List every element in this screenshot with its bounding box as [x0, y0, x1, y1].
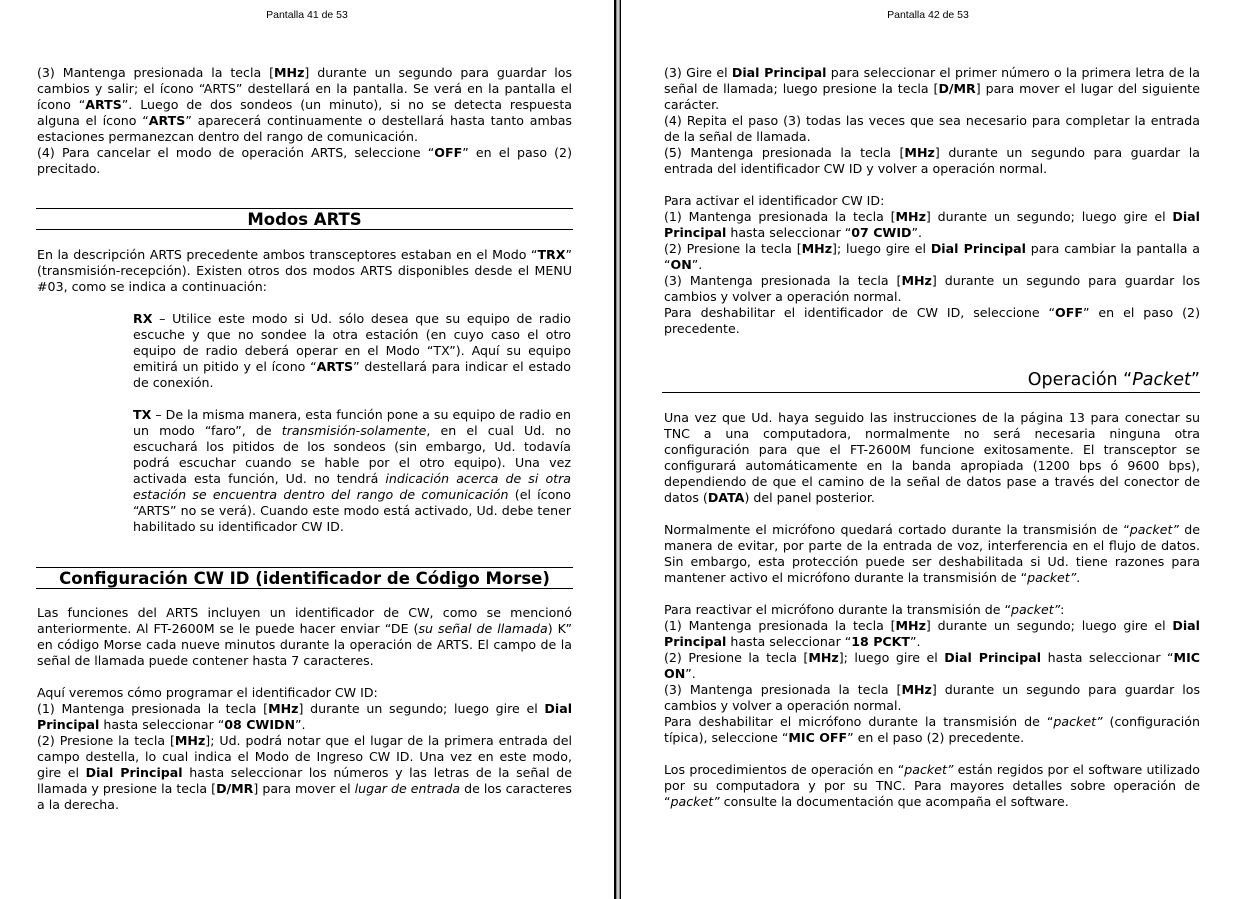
text: (3) Mantenga presionada la tecla [ — [664, 682, 902, 697]
paragraph: Aquí veremos cómo programar el identificador CW ID: — [37, 685, 378, 700]
text: (5) Mantenga presionada la tecla [ — [664, 145, 905, 160]
text: ] para mover el — [253, 781, 355, 796]
paragraph — [37, 65, 572, 145]
paragraph — [664, 305, 1200, 337]
text-italic: packet” — [1027, 570, 1077, 585]
text: – De la misma manera, esta función pone a su equipo de radio en un modo “faro”, de — [133, 407, 571, 438]
icon-label: ARTS — [85, 97, 122, 112]
left-page — [0, 0, 614, 899]
text-block — [664, 410, 1200, 810]
key-label: MHz — [808, 650, 839, 665]
menu-label: 07 CWID — [851, 225, 912, 240]
control-label: Dial Principal — [37, 701, 573, 732]
text-italic: lugar de entrada — [354, 781, 461, 796]
text: (1) Mantenga presionada la tecla [ — [664, 618, 896, 633]
text: . — [1076, 570, 1081, 585]
paragraph — [664, 762, 1200, 810]
text: (4) Para cancelar el modo de operación ARTS, seleccione “ — [37, 145, 435, 160]
section-title-packet — [662, 369, 1200, 393]
icon-label: ARTS — [316, 359, 354, 374]
control-label: Dial Principal — [85, 765, 183, 780]
text: ] durante un segundo para guardar los cambios y salir; el ícono “ARTS” destellará en la pantalla. Se verá en la pantalla el ícono “ — [37, 65, 573, 112]
text: ” destellará para indicar el estado de conexión. — [133, 359, 572, 390]
text: ”. — [685, 666, 696, 681]
key-label: D/MR — [938, 81, 976, 96]
icon-label: ARTS — [148, 113, 186, 128]
text: Operación “ — [1027, 370, 1133, 390]
text: de los caracteres a la derecha. — [37, 781, 572, 812]
text: Para deshabilitar el identificador de CW ID, seleccione “ — [664, 305, 1056, 320]
text: ” aparecerá continuamente o destellará hasta tanto ambas estaciones permanezcan dentro del rango de comunicación. — [37, 113, 572, 144]
paragraph — [664, 209, 1200, 241]
text: (3) Mantenga presionada la tecla [ — [37, 65, 274, 80]
section-title-modos-arts: Modos ARTS — [36, 208, 573, 230]
text: (3) Gire el — [664, 65, 732, 80]
text-block — [37, 65, 572, 177]
paragraph — [664, 650, 1200, 682]
text-block — [664, 65, 1200, 337]
mode-label: TRX — [537, 247, 566, 262]
text: ] durante un segundo; luego gire el — [925, 209, 1173, 224]
text: ] durante un segundo; luego gire el — [925, 618, 1173, 633]
paragraph — [664, 618, 1200, 650]
tx-mode-description — [133, 407, 571, 535]
right-page — [621, 0, 1235, 899]
control-label: Dial Principal — [930, 241, 1026, 256]
text: ” en el paso (2) precedente. — [847, 730, 1025, 745]
text: para seleccionar el primer número o la primera letra de la señal de llamada; luego presione la tecla [ — [664, 65, 1200, 96]
text: (el ícono “ARTS” no se verá). Cuando este modo está activado, Ud. debe tener habilitado su identificador CW ID. — [133, 487, 571, 534]
paragraph — [37, 145, 572, 177]
key-label: MHz — [895, 618, 926, 633]
key-label: MHz — [174, 733, 206, 748]
text: hasta seleccionar “ — [726, 225, 852, 240]
text-italic: packet” — [670, 794, 720, 809]
text: para cambiar la pantalla a “ — [664, 241, 1200, 272]
text: ] durante un segundo para guardar la entrada del identificador CW ID y volver a operación normal. — [664, 145, 1200, 176]
text: ”. — [911, 225, 922, 240]
text: (configuración típica), seleccione “ — [664, 714, 1200, 745]
paragraph — [664, 273, 1200, 305]
text-block — [37, 247, 572, 295]
text: ]; Ud. podrá notar que el lugar de la primera entrada del campo destella, lo cual indica el Modo de Ingreso CW ID. Una vez en este modo, gire el — [37, 733, 572, 780]
text: consulte la documentación que acompaña el software. — [719, 794, 1069, 809]
text: ”. Luego de dos sondeos (un minuto), si no se detecta respuesta alguna el ícono “ — [37, 97, 572, 128]
text: , en el cual Ud. no escuchará los pitidos de los sondeos (sin embargo, Ud. todavía podrá escuchar cuando se hable por el otro equipo). Una vez activada esta función, Ud. no tendrá — [133, 423, 571, 486]
text: Las funciones del ARTS incluyen un identificador de CW, como se mencionó anteriormente. Al FT-2600M se le puede hacer enviar “DE ( — [37, 605, 572, 636]
text-italic: transmisión-solamente — [281, 423, 427, 438]
paragraph — [37, 247, 572, 295]
menu-label: 08 CWIDN — [224, 717, 296, 732]
paragraph — [664, 714, 1200, 746]
menu-label: 18 PCKT — [851, 634, 911, 649]
paragraph — [664, 522, 1200, 586]
key-label: MHz — [895, 209, 926, 224]
page-header: Pantalla 41 de 53 — [266, 9, 348, 21]
text: (2) Presione la tecla [ — [37, 733, 175, 748]
text: ) K” en código Morse cada nueve minutos durante la operación de ARTS. El campo de la señal de llamada puede contener hasta 7 caracteres. — [37, 621, 573, 668]
paragraph: Para activar el identificador CW ID: — [664, 193, 885, 208]
text-block — [37, 605, 572, 813]
option-label: OFF — [434, 145, 463, 160]
text: ”. — [295, 717, 306, 732]
text: hasta seleccionar “ — [726, 634, 852, 649]
paragraph — [664, 65, 1200, 113]
text: ” — [1190, 370, 1200, 390]
text: : — [1060, 602, 1065, 617]
text: ] para mover el lugar del siguiente carácter. — [664, 81, 1200, 112]
paragraph — [37, 733, 572, 813]
option-label: MIC ON — [664, 650, 1200, 681]
section-title-cw-id: Configuración CW ID (identificador de Código Morse) — [36, 567, 573, 589]
text: ]; luego gire el — [832, 241, 931, 256]
text-italic: su señal de llamada — [418, 621, 548, 636]
option-label: OFF — [1055, 305, 1083, 320]
connector-label: DATA — [707, 490, 745, 505]
tx-label: TX — [133, 407, 152, 422]
control-label: Dial Principal — [731, 65, 827, 80]
paragraph — [664, 602, 1200, 618]
text: Normalmente el micrófono quedará cortado durante la transmisión de “ — [664, 522, 1130, 537]
text: ” (transmisión-recepción). Existen otros dos modos ARTS disponibles desde el MENU #03, como se indica a continuación: — [37, 247, 572, 294]
control-label: Dial Principal — [664, 209, 1200, 240]
paragraph — [664, 145, 1200, 177]
text-italic: Packet — [1132, 370, 1191, 390]
text: ”. — [691, 257, 703, 272]
page-header: Pantalla 42 de 53 — [887, 9, 969, 21]
key-label: MHz — [901, 273, 932, 288]
rx-label: RX — [133, 311, 153, 326]
text: hasta seleccionar “ — [99, 717, 225, 732]
text: ] durante un segundo para guardar los cambios y volver a operación normal. — [664, 273, 1201, 304]
text-italic: packet” — [1053, 714, 1103, 729]
text: Los procedimientos de operación en “ — [664, 762, 905, 777]
text: ] durante un segundo para guardar los cambios y volver a operación normal. — [664, 682, 1201, 713]
text: ” en el paso (2) precitado. — [37, 145, 572, 176]
text-italic: packet” — [1129, 522, 1179, 537]
key-label: D/MR — [216, 781, 254, 796]
page-divider — [614, 0, 621, 899]
text: ”. — [910, 634, 921, 649]
key-label: MHz — [274, 65, 305, 80]
text-italic: packet” — [904, 762, 954, 777]
text-italic: indicación acerca de si otra estación se encuentra dentro del rango de comunicación — [133, 471, 571, 502]
paragraph — [37, 605, 572, 669]
key-label: MHz — [901, 682, 932, 697]
paragraph: (4) Repita el paso (3) todas las veces que sea necesario para completar la entrada de la señal de llamada. — [664, 113, 1200, 144]
option-label: MIC OFF — [788, 730, 848, 745]
text: Para reactivar el micrófono durante la transmisión de “ — [664, 602, 1012, 617]
text-italic: packet” — [1011, 602, 1061, 617]
text: (2) Presione la tecla [ — [664, 241, 802, 256]
text: ) del panel posterior. — [744, 490, 875, 505]
key-label: MHz — [268, 701, 299, 716]
text: – Utilice este modo si Ud. sólo desea que su equipo de radio escuche y que no sondee la otra estación (en cuyo caso el otro equipo de radio deberá operar en el Modo “TX”). Aquí su equipo emitirá un pitido y el ícono “ — [133, 311, 571, 374]
text: (1) Mantenga presionada la tecla [ — [37, 701, 269, 716]
text: de manera de evitar, por parte de la entrada de voz, interferencia en el flujo de datos. Sin embargo, esta protección puede ser deshabilitada si Ud. tiene razones para mantener activo el micrófono durante la transmisión de “ — [664, 522, 1200, 585]
paragraph — [37, 701, 572, 733]
text: Para deshabilitar el micrófono durante la transmisión de “ — [664, 714, 1054, 729]
text: están regidos por el software utilizado por su computadora y por su TNC. Para mayores detalles sobre operación de “ — [664, 762, 1200, 809]
text: En la descripción ARTS precedente ambos transceptores estaban en el Modo “ — [37, 247, 538, 262]
text: ” en el paso (2) precedente. — [664, 305, 1200, 336]
option-label: ON — [670, 257, 692, 272]
paragraph — [664, 682, 1200, 714]
text: ] durante un segundo; luego gire el — [298, 701, 545, 716]
text: hasta seleccionar los números y las letras de la señal de llamada y presione la tecla [ — [37, 765, 572, 796]
text: ]; luego gire el — [838, 650, 945, 665]
text: (2) Presione la tecla [ — [664, 650, 809, 665]
text: hasta seleccionar “ — [1041, 650, 1174, 665]
control-label: Dial Principal — [944, 650, 1042, 665]
key-label: MHz — [801, 241, 833, 256]
rx-mode-description — [133, 311, 571, 391]
paragraph — [664, 410, 1200, 506]
key-label: MHz — [904, 145, 935, 160]
control-label: Dial Principal — [664, 618, 1200, 649]
text: (3) Mantenga presionada la tecla [ — [664, 273, 902, 288]
text: Una vez que Ud. haya seguido las instrucciones de la página 13 para conectar su TNC a una computadora, normalmente no será necesaria ninguna otra configuración para que el FT-2600M funcione exitosamente. El transceptor se configurará automáticamente en la banda apropiada (1200 bps ó 9600 bps), dependiendo de que el camino de la señal de datos pase a través del conector de datos ( — [664, 410, 1200, 505]
text: (1) Mantenga presionada la tecla [ — [664, 209, 896, 224]
paragraph — [664, 241, 1200, 273]
